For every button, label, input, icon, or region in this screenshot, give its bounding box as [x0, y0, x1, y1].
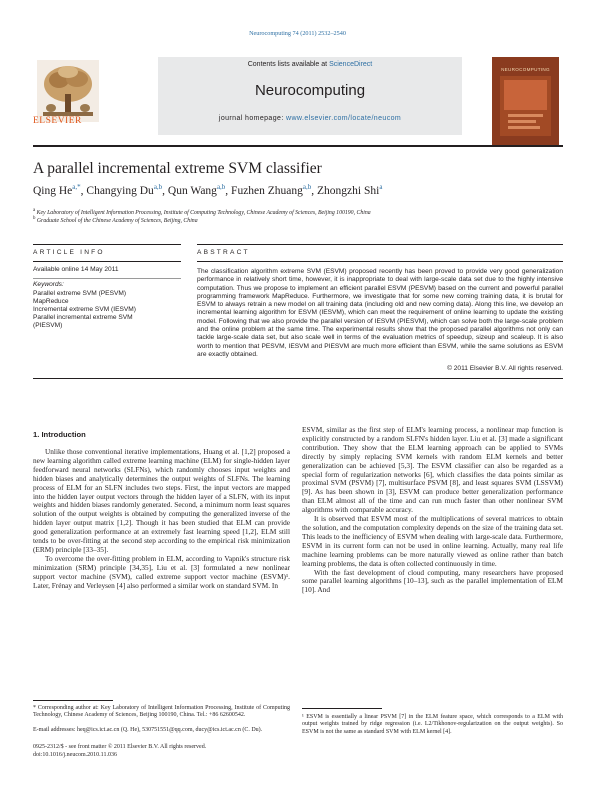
- footnote-rule: [33, 700, 113, 701]
- author-affiliation-mark: a,*: [72, 183, 81, 191]
- author-list: Qing $He^{a,*}$, Changying Du$^{a,b}$, Qun Wang$^{a,b}$, Fuzhen Zhuang$^{a,b}$, Zhongzhi Shi$^a$: [33, 183, 383, 197]
- abstract-text: The classification algorithm extreme SVM (ESVM) proposed recently has been proved to provide very good generalization performance in relatively short time, however, it is inappropriate to deal with large-scale data set due to the highly intensive computation. Thus we propose to implement an efficient parallel ESVM (PESVM) based on the current and powerful parallel programming framework MapReduce. Furthermore, we investigate that for some new coming training data, it is brutal for ESVM to always retrain a new model on all training data (including old and new coming data). Along this line, we develop an incremental learning algorithm for ESVM (IESVM), which can meet the requirement of online learning to update the existing model. Following that we also provide the parallel version of IESVM (PIESVM), which can solve both the large-scale problem and the online problem at the same time. The experimental results show that the proposed parallel algorithms not only can tackle large-scale data set, but also scale well in terms of the evaluation metrics of speedup, sizeup and scaleup. It is also worth to mention that PESVM, IESVM and PIESVM are much more efficient than ESVM, while the same solutions as ESVM are exactly obtained.: [197, 268, 563, 358]
- article-title: A parallel incremental extreme SVM classifier: [33, 160, 322, 177]
- intro-paragraph: To overcome the over-fitting problem in ELM, according to Vapnik's structure risk minimization (SRM) principle [34,35], Liu et al. [3] formulated a new nonlinear support vector machine (SVM), called extreme support vector machine (ESVM)¹. Later, Frénay and Verleysen [4] also performed a similar work on standard SVM. In: [33, 553, 290, 590]
- section-heading-introduction: 1. Introduction: [33, 430, 86, 439]
- journal-homepage-line: [158, 115, 462, 122]
- keyword-item: (PIESVM): [33, 322, 63, 329]
- article-info-rule-lower: [33, 261, 181, 262]
- doi-link[interactable]: doi:10.1016/j.neucom.2010.11.036: [33, 752, 117, 758]
- keywords-label: Keywords:: [33, 281, 64, 288]
- article-info-heading: ARTICLE INFO: [33, 249, 105, 256]
- header-rule: [33, 145, 563, 147]
- homepage-prefix: journal homepage:: [218, 115, 287, 122]
- keyword-item: Incremental extreme SVM (IESVM): [33, 306, 136, 313]
- abstract-rule-lower: [197, 261, 563, 262]
- author-affiliation-mark: a: [379, 183, 383, 191]
- elsevier-tree-logo: [37, 60, 99, 122]
- cover-title: NEUROCOMPUTING: [501, 67, 550, 72]
- left-column-body: [33, 448, 290, 591]
- author-name[interactable]: Changying Du: [86, 184, 154, 197]
- affiliation-text: Key Laboratory of Intelligent Information Processing, Institute of Computing Technology, Chinese Academy of Sciences, Beijing 100190, China: [36, 209, 371, 216]
- abstract-copyright: © 2011 Elsevier B.V. All rights reserved.: [447, 365, 563, 372]
- email-footnote[interactable]: E-mail addresses: heq@ics.ict.ac.cn (Q. He), 530751551@qq.com, ducy@ics.ict.ac.cn (C. Du).: [33, 727, 263, 733]
- abstract-bottom-rule: [33, 378, 563, 379]
- affiliation-a: [33, 208, 371, 216]
- journal-reference[interactable]: Neurocomputing 74 (2011) 2532–2540: [249, 30, 346, 37]
- keyword-item: Parallel incremental extreme SVM: [33, 314, 133, 321]
- author-name[interactable]: Qun Wang: [167, 184, 217, 197]
- article-info-rule: [33, 244, 181, 245]
- keyword-item: Parallel extreme SVM (PESVM): [33, 290, 127, 297]
- keyword-item: MapReduce: [33, 298, 69, 305]
- intro-paragraph: It is observed that ESVM most of the multiplications of several matrices to obtain the solution, and the computation complexity depends on the size of the training data set. This leads to the inefficiency of ESVM when dealing with large-scale data. Furthermore, ESVM in its current form can not be used in online learning. Actually, many real life machine learning problems can be more naturally viewed as online rather than batch learning problems, the data is often collected continuously in time.: [302, 514, 563, 568]
- affiliation-mark: a: [33, 208, 36, 213]
- abstract-rule: [197, 244, 563, 245]
- intro-paragraph: ESVM, similar as the first step of ELM's learning process, a nonlinear map function is explicitly constructed by a random SLFN's hidden layer. Liu et al. [3] made a significant contribution. They show that the ELM learning approach can be applied to SVMs directly by simply replacing SVM kernels with random ELM kernels and better generalization can be achieved [5,3]. The ESVM classifier can also be regarded as a special form of regularization networks [6], which classifies the data points similar as proximal SVM (PSVM) [7], multisurface PSVM [8], and least squares SVM (LSSVM) [9]. As has been shown in [3], ESVM can produce better generalization performance than ELM almost all of the time and can run much faster than other nonlinear SVM algorithms with comparable accuracy.: [302, 425, 563, 515]
- available-online: Available online 14 May 2011: [33, 266, 119, 273]
- affiliation-b: [33, 216, 198, 224]
- elsevier-wordmark: ELSEVIER: [33, 116, 82, 126]
- intro-paragraph: With the fast development of cloud computing, many researchers have proposed some parallel learning algorithms [10–13], such as the parallel implementation of ELM [10]. And: [302, 567, 563, 595]
- keywords-rule: [33, 278, 181, 279]
- homepage-link[interactable]: www.elsevier.com/locate/neucom: [286, 115, 402, 122]
- author-name[interactable]: Zhongzhi Shi: [317, 184, 380, 197]
- author-affiliation-mark: a,b: [302, 183, 312, 191]
- corresponding-author-footnote: * Corresponding author at: Key Laboratory of Intelligent Information Processing, Institute of Computing Technology, Chinese Academy of Sciences, Beijing 100190, China. Tel.: +86 62600542.: [33, 705, 290, 719]
- footnote-rule-right: [302, 708, 382, 709]
- author-name[interactable]: Qing He: [33, 184, 73, 197]
- right-column-body: [302, 426, 563, 595]
- author-affiliation-mark: a,b: [153, 183, 163, 191]
- contents-line: [158, 61, 462, 68]
- affiliation-mark: b: [33, 216, 36, 221]
- sciencedirect-link[interactable]: ScienceDirect: [329, 61, 373, 68]
- contents-prefix: Contents lists available at: [247, 61, 330, 68]
- author-affiliation-mark: a,b: [216, 183, 226, 191]
- affiliation-text: Graduate School of the Chinese Academy of Sciences, Beijing, China: [36, 217, 198, 224]
- intro-paragraph: Unlike those conventional iterative implementations, Huang et al. [1,2] proposed a new learning algorithm called extreme learning machine (ELM) for single-hidden layer feedforward neural networks (SLFNs), which randomly chooses input weights and hidden biases and analytically determines the output weights of SLFNs. The learning process of ELM for an SLFN includes two steps. First, the input vectors are mapped into the hidden layer output vectors through the hidden layer of a SLFN, with its input weights and hidden biases randomly generated. Second, a minimum norm least squares solution of the output weights is obtained by computing the generalized inverse of the hidden layer output matrix [1,2]. Though it has been studied that ELM can provide good generalization performance at an extremely fast learning speed [1,2], ELM still tends to be over-fitting at the second step according to the empirical risk minimization (ERM) principle [33–35].: [33, 447, 290, 554]
- journal-name: Neurocomputing: [254, 82, 366, 99]
- abstract-heading: ABSTRACT: [197, 249, 250, 256]
- issn-line: 0925-2312/$ - see front matter © 2011 Elsevier B.V. All rights reserved.: [33, 744, 207, 750]
- cover-artwork: [500, 76, 551, 136]
- author-name[interactable]: Fuzhen Zhuang: [231, 184, 303, 197]
- esvm-footnote: ¹ ESVM is essentially a linear PSVM [7] in the ELM feature space, which corresponds to a ELM with output weights trained by ridge regression (i.e. L2/Tikhonov-regularization on the output weights). So ESVM is not the same as standard SVM with ELM kernel [4].: [302, 714, 563, 735]
